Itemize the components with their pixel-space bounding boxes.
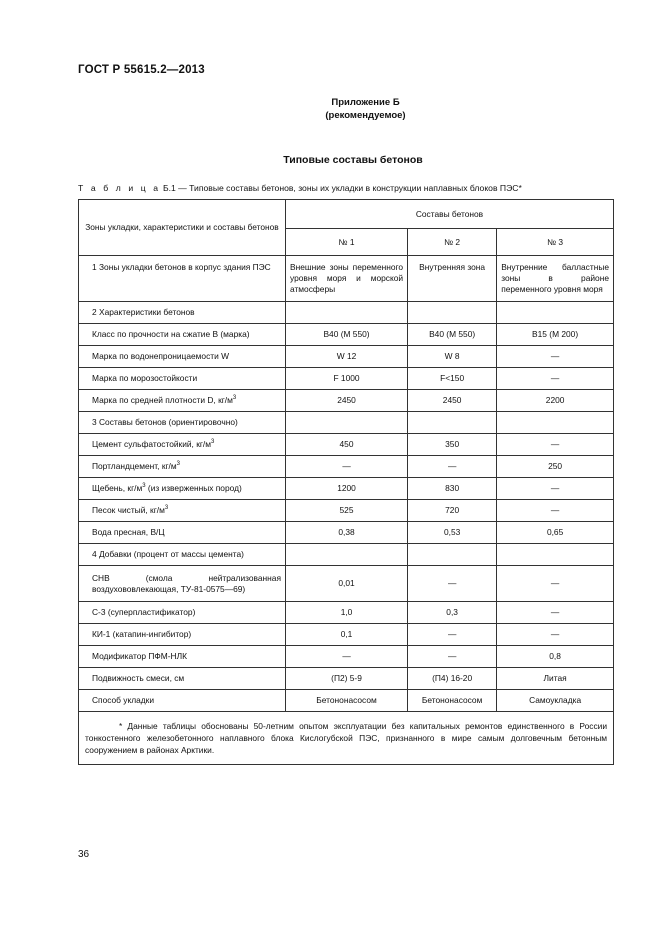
table-row <box>79 522 614 544</box>
row-label: Марка по морозостойкости <box>79 368 286 390</box>
header-zones: Зоны укладки, характеристики и составы бетонов <box>79 200 286 256</box>
value-cell-1: 0,01 <box>285 566 407 602</box>
row-label: Вода пресная, В/Ц <box>79 522 286 544</box>
table-row <box>79 566 614 602</box>
page-number: 36 <box>78 849 90 860</box>
value-cell-3: — <box>497 346 614 368</box>
table-row <box>79 668 614 690</box>
header-no1: № 1 <box>285 229 407 256</box>
value-cell-2: — <box>408 456 497 478</box>
row-label: Цемент сульфатостойкий, $кг/м^3$ <box>79 434 286 456</box>
value-cell-2: 2450 <box>408 390 497 412</box>
value-cell-3: 2200 <box>497 390 614 412</box>
table-row <box>79 390 614 412</box>
footnote-text: * Данные таблицы обоснованы 50-летним опытом эксплуатации без капитальных ремонтов единственного в России тонкостенного железобетонного наплавного блока Кислогубской ПЭС, признанного в мире самым долговечным бетонным сооружением в районах Арктики. <box>85 721 607 755</box>
table-row <box>79 346 614 368</box>
table-row <box>79 602 614 624</box>
row-label: Модификатор ПФМ-НЛК <box>79 646 286 668</box>
table-row <box>79 324 614 346</box>
value-cell-2: 720 <box>408 500 497 522</box>
value-cell-1: 525 <box>285 500 407 522</box>
annex-heading <box>0 96 661 122</box>
value-cell-3: — <box>497 624 614 646</box>
value-cell-1: 2450 <box>285 390 407 412</box>
value-cell-1: W 12 <box>285 346 407 368</box>
value-cell-3: 0,65 <box>497 522 614 544</box>
value-cell-2: F<150 <box>408 368 497 390</box>
value-cell-1: Внешние зоны переменного уровня моря и морской атмосферы <box>285 256 407 302</box>
value-cell-1: 0,38 <box>285 522 407 544</box>
table-row <box>79 646 614 668</box>
value-cell-3 <box>497 544 614 566</box>
row-label: СНВ (смола нейтрализованная воздухововлекающая, ТУ-81-0575—69) <box>79 566 286 602</box>
value-cell-2 <box>408 302 497 324</box>
value-cell-3: — <box>497 500 614 522</box>
value-cell-1: — <box>285 646 407 668</box>
row-label: Щебень, $кг/м^3$ (из изверженных пород) <box>79 478 286 500</box>
annex-type: (рекомендуемое) <box>325 110 406 121</box>
value-cell-3 <box>497 412 614 434</box>
row-label: С-3 (суперпластификатор) <box>79 602 286 624</box>
value-cell-3: В15 (М 200) <box>497 324 614 346</box>
value-cell-3: — <box>497 478 614 500</box>
header-no3: № 3 <box>497 229 614 256</box>
table-row <box>79 368 614 390</box>
value-cell-3: Самоукладка <box>497 690 614 712</box>
value-cell-1: 450 <box>285 434 407 456</box>
header-compositions: Составы бетонов <box>285 200 613 229</box>
row-label: 3 Составы бетонов (ориентировочно) <box>79 412 286 434</box>
value-cell-2: W 8 <box>408 346 497 368</box>
value-cell-2: 0,3 <box>408 602 497 624</box>
value-cell-3: Литая <box>497 668 614 690</box>
value-cell-1: 1200 <box>285 478 407 500</box>
value-cell-2: 0,53 <box>408 522 497 544</box>
table-footnote <box>79 712 614 765</box>
value-cell-3: — <box>497 434 614 456</box>
value-cell-1: (П2) 5-9 <box>285 668 407 690</box>
value-cell-3: — <box>497 368 614 390</box>
table-row <box>79 434 614 456</box>
row-label: Марка по водонепроницаемости W <box>79 346 286 368</box>
value-cell-2: Внутренняя зона <box>408 256 497 302</box>
concrete-compositions-table <box>78 199 614 765</box>
value-cell-1: Бетононасосом <box>285 690 407 712</box>
row-label: Песок чистый, $кг/м^3$ <box>79 500 286 522</box>
row-label: 2 Характеристики бетонов <box>79 302 286 324</box>
value-cell-1 <box>285 412 407 434</box>
row-label: Подвижность смеси, см <box>79 668 286 690</box>
table-word: Т а б л и ц а <box>78 183 161 193</box>
table-row <box>79 412 614 434</box>
value-cell-2: Бетононасосом <box>408 690 497 712</box>
value-cell-3 <box>497 302 614 324</box>
row-label: Марка по средней плотности D, $кг/м^3$ <box>79 390 286 412</box>
table-caption <box>78 183 522 193</box>
value-cell-1: 0,1 <box>285 624 407 646</box>
row-label: 4 Добавки (процент от массы цемента) <box>79 544 286 566</box>
table-row <box>79 302 614 324</box>
standard-header: ГОСТ Р 55615.2—2013 <box>78 64 205 76</box>
value-cell-2: 350 <box>408 434 497 456</box>
annex-title: Приложение Б <box>331 97 400 108</box>
value-cell-1: В40 (М 550) <box>285 324 407 346</box>
value-cell-3: 0,8 <box>497 646 614 668</box>
table-row <box>79 690 614 712</box>
row-label: КИ-1 (катапин-ингибитор) <box>79 624 286 646</box>
value-cell-3: 250 <box>497 456 614 478</box>
value-cell-1 <box>285 544 407 566</box>
value-cell-2 <box>408 412 497 434</box>
value-cell-2: (П4) 16-20 <box>408 668 497 690</box>
table-row <box>79 624 614 646</box>
value-cell-3: Внутренние балластные зоны в районе переменного уровня моря <box>497 256 614 302</box>
value-cell-1: F 1000 <box>285 368 407 390</box>
value-cell-2: — <box>408 624 497 646</box>
section-title: Типовые составы бетонов <box>283 154 423 166</box>
table-caption-text: Б.1 — Типовые составы бетонов, зоны их укладки в конструкции наплавных блоков ПЭС* <box>162 183 522 193</box>
table-row <box>79 256 614 302</box>
value-cell-1: 1,0 <box>285 602 407 624</box>
table-row <box>79 456 614 478</box>
value-cell-1 <box>285 302 407 324</box>
row-label: Способ укладки <box>79 690 286 712</box>
value-cell-2 <box>408 544 497 566</box>
value-cell-3: — <box>497 566 614 602</box>
value-cell-2: — <box>408 646 497 668</box>
header-no2: № 2 <box>408 229 497 256</box>
value-cell-2: 830 <box>408 478 497 500</box>
row-label: Портландцемент, $кг/м^3$ <box>79 456 286 478</box>
value-cell-3: — <box>497 602 614 624</box>
table-row <box>79 500 614 522</box>
value-cell-1: — <box>285 456 407 478</box>
row-label: 1 Зоны укладки бетонов в корпус здания ПЭС <box>79 256 286 302</box>
value-cell-2: В40 (М 550) <box>408 324 497 346</box>
row-label: Класс по прочности на сжатие В (марка) <box>79 324 286 346</box>
value-cell-2: — <box>408 566 497 602</box>
table-row <box>79 478 614 500</box>
table-row <box>79 544 614 566</box>
